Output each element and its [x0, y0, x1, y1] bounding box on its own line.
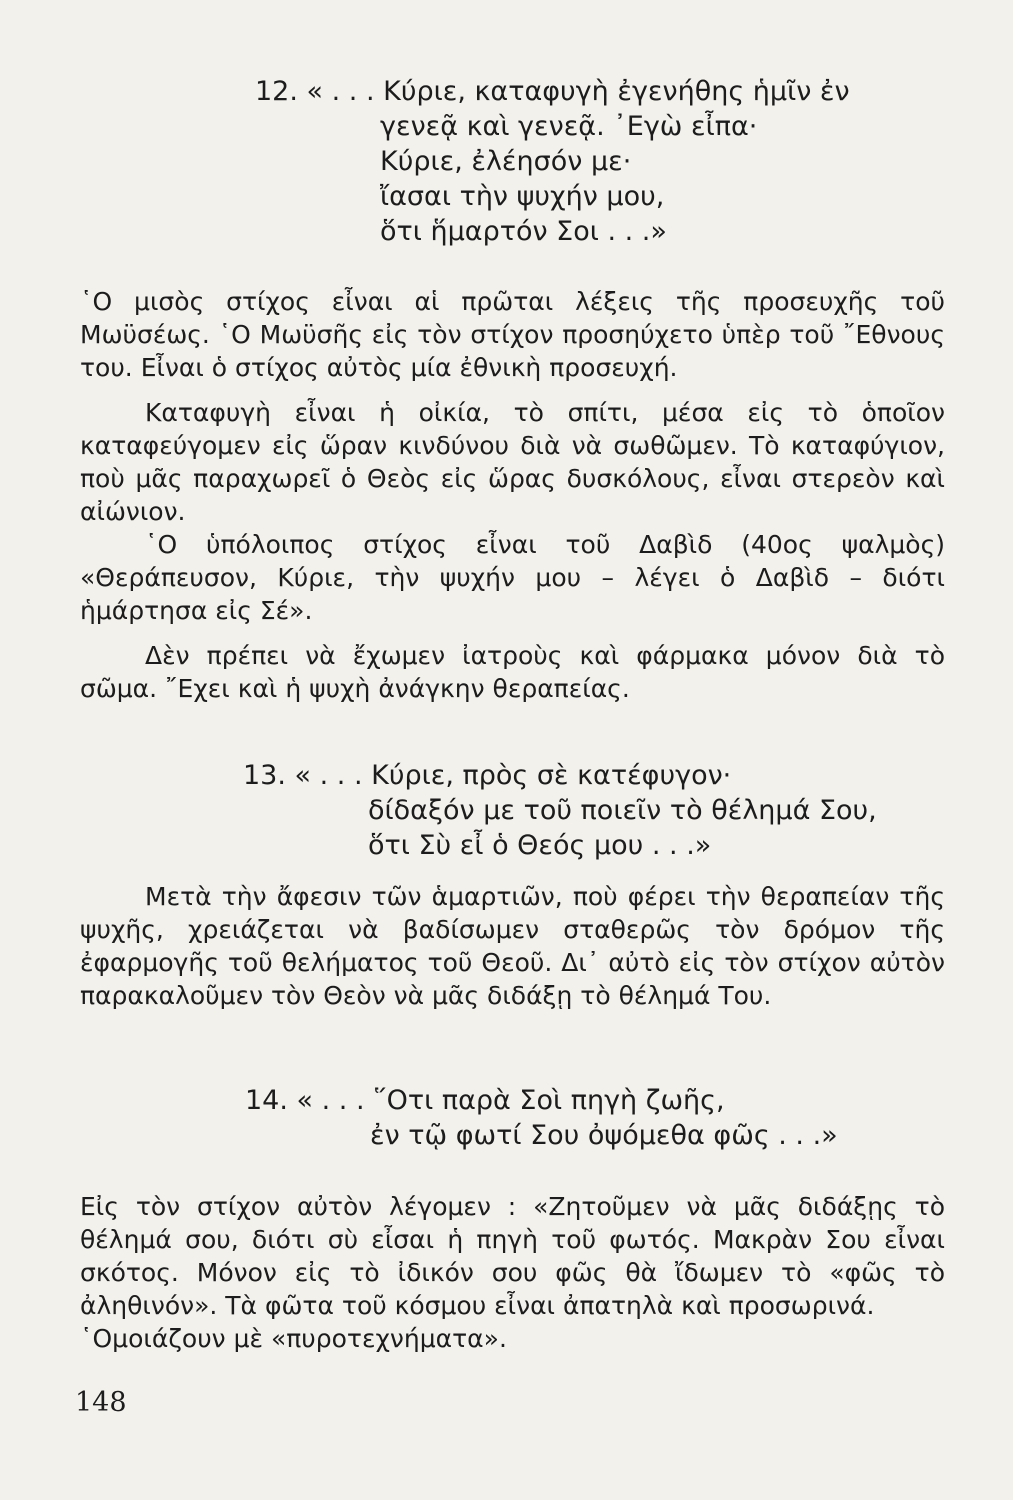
commentary-12	[80, 285, 945, 705]
commentary-14	[80, 1190, 945, 1355]
paragraph: ῾Ο ὑπόλοιπος στίχος εἶναι τοῦ Δαβὶδ (40ος ψαλμὸς) «Θεράπευσον, Κύριε, τὴν ψυχήν μου – λέγει ὁ Δαβὶδ – διότι ἡμάρτησα εἰς Σέ».	[80, 530, 945, 625]
verse-line: γενεᾷ καὶ γενεᾷ. ᾿Εγὼ εἶπα·	[380, 111, 758, 142]
verse-line: ὅτι ἥμαρτόν Σοι . . .»	[380, 216, 667, 247]
verse-line: 14. « . . . ῞Οτι παρὰ Σοὶ πηγὴ ζωῆς,	[245, 1085, 725, 1116]
verse-13	[243, 758, 877, 863]
verse-line: ὅτι Σὺ εἶ ὁ Θεός μου . . .»	[368, 830, 712, 861]
verse-line: δίδαξόν με τοῦ ποιεῖν τὸ θέλημά Σου,	[368, 795, 877, 826]
commentary-13	[80, 880, 945, 1012]
paragraph: Καταφυγὴ εἶναι ἡ οἰκία, τὸ σπίτι, μέσα εἰς τὸ ὁποῖον καταφεύγομεν εἰς ὥραν κινδύνου διὰ νὰ σωθῶμεν. Τὸ καταφύγιον, ποὺ μᾶς παραχωρεῖ ὁ Θεὸς εἰς ὥρας δυσκόλους, εἶναι στερεὸν καὶ αἰώνιον.	[80, 398, 945, 526]
verse-line: Κύριε, ἐλέησόν με·	[380, 146, 632, 177]
page-number: 148	[75, 1387, 127, 1418]
verse-line: 12. « . . . Κύριε, καταφυγὴ ἐγενήθης ἡμῖν ἐν	[255, 76, 850, 107]
paragraph: ῾Ομοιάζουν μὲ «πυροτεχνήματα».	[80, 1324, 507, 1353]
verse-14	[245, 1083, 838, 1153]
paragraph: Εἰς τὸν στίχον αὐτὸν λέγομεν : «Ζητοῦμεν νὰ μᾶς διδάξῃς τὸ θέλημά σου, διότι σὺ εἶσαι ἡ πηγὴ τοῦ φωτός. Μακρὰν Σου εἶναι σκότος. Μόνον εἰς τὸ ἰδικόν σου φῶς θὰ ἴδωμεν τὸ «φῶς τὸ ἀληθινόν». Τὰ φῶτα τοῦ κόσμου εἶναι ἀπατηλὰ καὶ προσωρινά.	[80, 1192, 945, 1320]
verse-line: 13. « . . . Κύριε, πρὸς σὲ κατέφυγον·	[243, 760, 732, 791]
paragraph: ῾Ο μισὸς στίχος εἶναι αἱ πρῶται λέξεις τῆς προσευχῆς τοῦ Μωϋσέως. ῾Ο Μωϋσῆς εἰς τὸν στίχον προσηύχετο ὑπὲρ τοῦ ῎Εθνους του. Εἶναι ὁ στίχος αὐτὸς μία ἐθνικὴ προσευχή.	[80, 287, 945, 382]
verse-line: ἴασαι τὴν ψυχήν μου,	[380, 181, 665, 212]
paragraph: Δὲν πρέπει νὰ ἔχωμεν ἰατροὺς καὶ φάρμακα μόνον διὰ τὸ σῶμα. ῎Εχει καὶ ἡ ψυχὴ ἀνάγκην θεραπείας.	[80, 641, 945, 703]
verse-line: ἐν τῷ φωτί Σου ὀψόμεθα φῶς . . .»	[370, 1120, 838, 1151]
paragraph: Μετὰ τὴν ἄφεσιν τῶν ἁμαρτιῶν, ποὺ φέρει τὴν θεραπείαν τῆς ψυχῆς, χρειάζεται νὰ βαδίσωμεν σταθερῶς τὸν δρόμον τῆς ἐφαρμογῆς τοῦ θελήματος τοῦ Θεοῦ. Δι᾿ αὐτὸ εἰς τὸν στίχον αὐτὸν παρακαλοῦμεν τὸν Θεὸν νὰ μᾶς διδάξῃ τὸ θέλημά Του.	[80, 882, 945, 1010]
verse-12	[255, 74, 850, 249]
